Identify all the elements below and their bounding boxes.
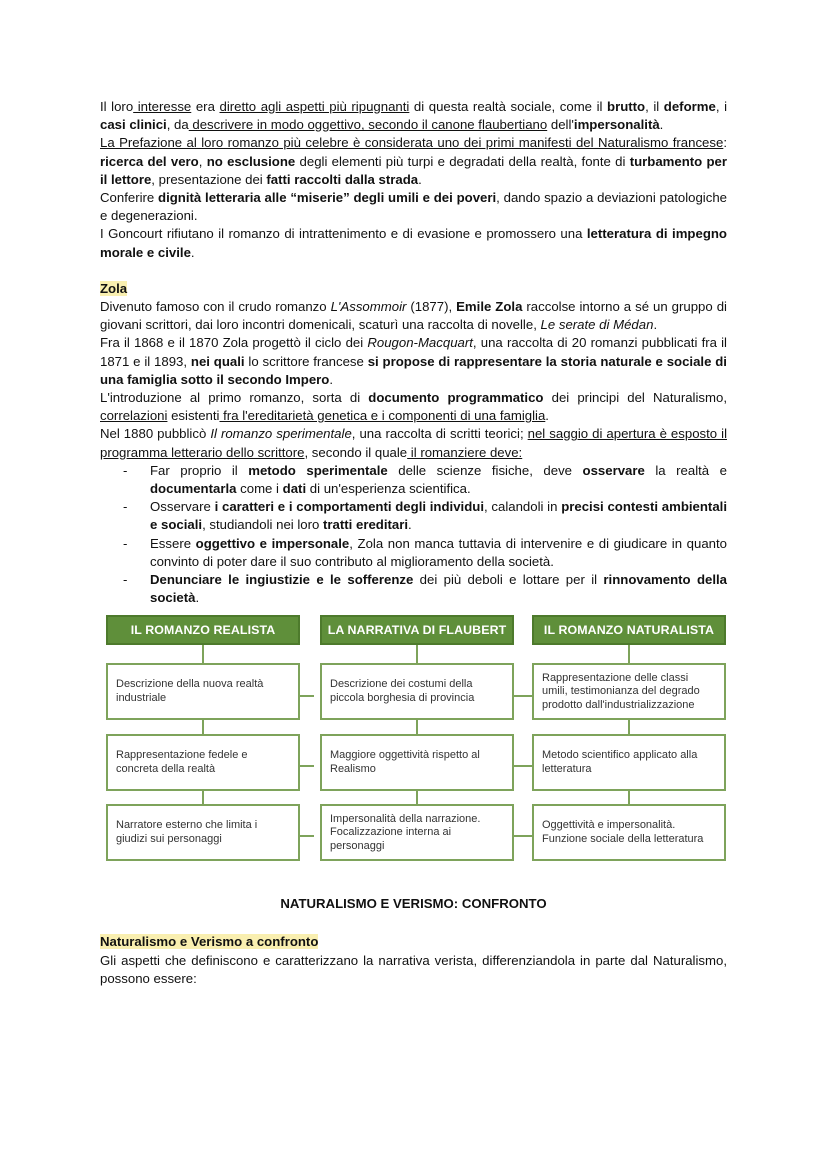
bold-text: impersonalità (573, 117, 660, 133)
column-header: IL ROMANZO NATURALISTA (532, 615, 726, 645)
underlined-text: nel saggio di apertura è esposto il programma letterario dello scrittore (100, 426, 727, 460)
bold-text: brutto (607, 99, 646, 114)
text: , i (715, 99, 727, 114)
diagram-box: Narratore esterno che limita i giudizi sui personaggi (106, 804, 300, 861)
bullet-list (100, 462, 727, 608)
diagram-box: Metodo scientifico applicato alla letteratura (532, 734, 726, 791)
underlined-text: correlazioni (100, 408, 168, 424)
text: I Goncourt rifiutano il romanzo di intrattenimento e di evasione e promossero una (100, 226, 587, 242)
column-header: LA NARRATIVA DI FLAUBERT (320, 615, 514, 645)
underlined-text: il romanziere deve: (407, 444, 523, 460)
comparison-diagram (100, 615, 727, 867)
diagram-box: Rappresentazione fedele e concreta della realtà (106, 734, 300, 791)
italic-text: L'Assommoir (330, 299, 407, 315)
bold-text: dignità letteraria alle “miserie” degli umili e dei poveri (158, 190, 497, 206)
text: Nel 1880 pubblicò (100, 426, 211, 442)
text: . (659, 117, 664, 133)
list-item: - Far proprio il metodo sperimentale delle scienze fisiche, deve osservare la realtà e documentarla come i dati di un'esperienza scientifica. (150, 462, 727, 498)
bold-text: documento programmatico (368, 390, 544, 406)
italic-text: Rougon-Macquart (367, 335, 473, 351)
italic-text: Le serate di Médan (540, 317, 654, 333)
text: , da (166, 117, 189, 133)
bold-text: letteratura di impegno morale e civile (100, 226, 727, 260)
paragraph-goncourt-interest (100, 98, 727, 134)
text: , una raccolta di scritti teorici; (351, 426, 528, 442)
diagram-box: Descrizione dei costumi della piccola borghesia di provincia (320, 663, 514, 720)
text: , una raccolta di 20 romanzi pubblicati fra il 1871 e il 1893, (100, 335, 727, 369)
text: , secondo il quale (304, 444, 408, 460)
paragraph-dignita (100, 189, 727, 225)
bold-text: ricerca del vero (100, 153, 199, 169)
diagram-box: Descrizione della nuova realtà industriale (106, 663, 300, 720)
diagram-box: Maggiore oggettività rispetto al Realismo (320, 734, 514, 791)
paragraph-goncourt-rifiuto (100, 225, 727, 261)
zola-heading (100, 280, 727, 298)
bold-text: casi clinici (100, 117, 167, 133)
text: , presentazione dei (151, 171, 267, 187)
text: lo scrittore francese (244, 353, 368, 369)
text: era (191, 99, 220, 114)
diagram-box: Rappresentazione delle classi umili, testimonianza del degrado prodotto dall'industrializzazione (532, 663, 726, 720)
text: . (329, 371, 334, 387)
text: L'introduzione al primo romanzo, sorta di (100, 390, 369, 406)
text: . (418, 171, 422, 187)
text: : (723, 135, 727, 151)
list-item: - Denunciare le ingiustizie e le sofferenze dei più deboli e lottare per il rinnovamento della società. (150, 571, 727, 607)
text: degli elementi più turpi e degradati della realtà, fonte di (295, 153, 630, 169)
document-page (100, 98, 727, 988)
highlighted-heading: Naturalismo e Verismo a confronto (100, 934, 319, 950)
paragraph-prefazione (100, 134, 727, 189)
paragraph-introduzione (100, 389, 727, 425)
underlined-text: fra l'ereditarietà genetica e i componenti di una famiglia (219, 408, 546, 424)
list-item: - Essere oggettivo e impersonale, Zola non manca tuttavia di intervenire e di giudicare in quanto convinto di poter dare il suo contributo al miglioramento della società. (150, 535, 727, 571)
paragraph-assommoir (100, 298, 727, 334)
paragraph-rougon-macquart (100, 334, 727, 389)
text: . (653, 317, 658, 333)
text: Conferire (100, 190, 159, 206)
text: dell' (547, 117, 574, 133)
bold-text: si propose di rappresentare la storia naturale e sociale di una famiglia sotto il secondo Impero (100, 353, 727, 387)
column-narrativa-flaubert (320, 615, 514, 852)
column-romanzo-realista (106, 615, 300, 845)
column-romanzo-naturalista (532, 615, 726, 845)
text: di questa realtà sociale, come il (409, 99, 608, 114)
list-item: - Osservare i caratteri e i comportamenti degli individui, calandoli in precisi contesti ambientali e sociali, studiandoli nei loro tratti ereditari. (150, 498, 727, 534)
bold-text: fatti raccolti dalla strada (266, 171, 419, 187)
underlined-text: interesse (133, 99, 192, 114)
underlined-text: La Prefazione al loro romanzo più celebre è considerata uno dei primi manifesti del Naturalismo francese (100, 135, 724, 151)
underlined-text: descrivere in modo oggettivo, secondo il canone flaubertiano (188, 117, 548, 133)
bold-text: Emile Zola (456, 299, 523, 315)
text: Fra il 1868 e il 1870 Zola progettò il ciclo dei (100, 335, 368, 351)
text: . (545, 408, 549, 424)
text: Il loro (100, 99, 134, 114)
diagram-box: Oggettività e impersonalità. Funzione sociale della letteratura (532, 804, 726, 861)
text: , (198, 153, 207, 169)
diagram-box: Impersonalità della narrazione. Focalizzazione interna ai personaggi (320, 804, 514, 861)
text: raccolse intorno a sé un gruppo di giovani scrittori, dai loro incontri domenicali, scaturì una raccolta di novelle, (100, 299, 727, 333)
text: dei principi del Naturalismo, (543, 390, 727, 406)
paragraph-romanzo-sperimentale (100, 425, 727, 461)
text: (1877), (406, 299, 457, 315)
italic-text: Il romanzo sperimentale (210, 426, 352, 442)
text: esistenti (167, 408, 220, 424)
underlined-text: diretto agli aspetti più ripugnanti (219, 99, 410, 114)
text: Divenuto famoso con il crudo romanzo (100, 299, 331, 315)
text: , dando spazio a deviazioni patologiche e degenerazioni. (100, 190, 727, 224)
text: . (190, 244, 195, 260)
bold-text: nei quali (190, 353, 245, 369)
bold-text: deforme (663, 99, 716, 114)
paragraph-aspetti: Gli aspetti che definiscono e caratterizzano la narrativa verista, differenziandola in parte dal Naturalismo, possono essere: (100, 952, 727, 986)
bold-text: turbamento per il lettore (100, 153, 728, 187)
column-header: IL ROMANZO REALISTA (106, 615, 300, 645)
section-title: NATURALISMO E VERISMO: CONFRONTO (280, 896, 547, 912)
subheading (100, 933, 727, 951)
highlighted-heading: Zola (100, 280, 128, 296)
bold-text: no esclusione (206, 153, 296, 169)
text: , il (645, 99, 664, 114)
